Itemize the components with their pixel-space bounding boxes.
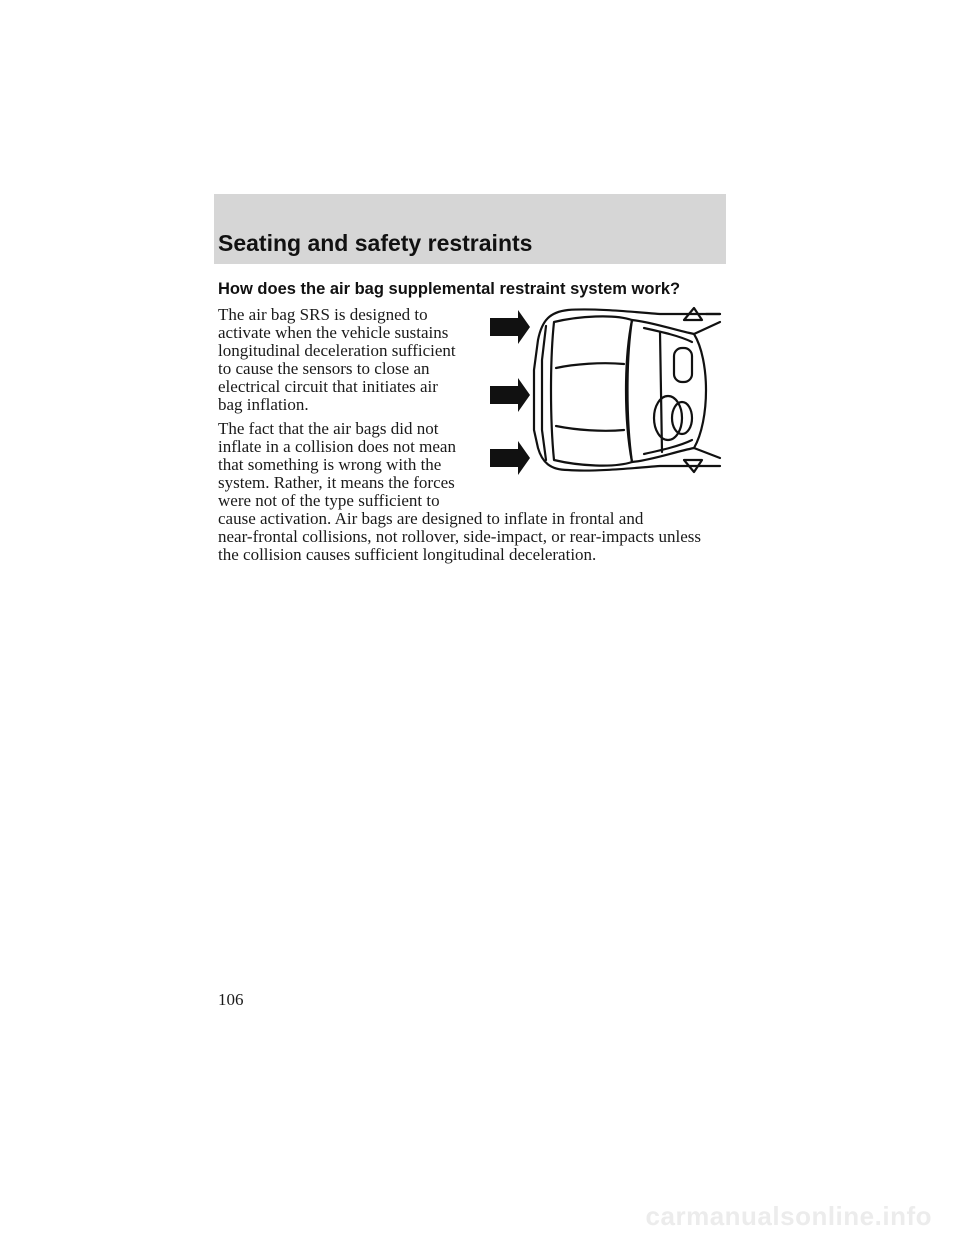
watermark: carmanualsonline.info xyxy=(645,1201,932,1231)
impact-arrow-icon xyxy=(490,378,530,412)
car-frontal-impact-illustration xyxy=(484,300,724,480)
car-icon xyxy=(484,300,724,480)
paragraph-line: near-frontal collisions, not rollover, side-impact, or rear-impacts unless xyxy=(218,527,701,546)
paragraph-line: the collision causes sufficient longitudinal deceleration. xyxy=(218,545,597,564)
section-title: Seating and safety restraints xyxy=(218,230,533,256)
paragraph-line: The air bag SRS is designed to xyxy=(218,305,428,324)
paragraph-line: electrical circuit that initiates air xyxy=(218,377,438,396)
paragraph-line: to cause the sensors to close an xyxy=(218,359,430,378)
question-heading: How does the air bag supplemental restraint system work? xyxy=(218,280,681,298)
impact-arrows-icon xyxy=(490,310,530,475)
paragraph-line: activate when the vehicle sustains xyxy=(218,323,449,342)
impact-arrow-icon xyxy=(490,310,530,344)
impact-arrow-icon xyxy=(490,441,530,475)
paragraph-line: inflate in a collision does not mean xyxy=(218,437,456,456)
paragraph-line: longitudinal deceleration sufficient xyxy=(218,341,456,360)
paragraph-line: were not of the type sufficient to xyxy=(218,491,440,510)
paragraph-line: system. Rather, it means the forces xyxy=(218,473,455,492)
paragraph-line: that something is wrong with the xyxy=(218,455,442,474)
page-number: 106 xyxy=(218,990,244,1009)
paragraph-line: bag inflation. xyxy=(218,395,309,414)
paragraph-line: The fact that the air bags did not xyxy=(218,419,439,438)
paragraph-line: cause activation. Air bags are designed to inflate in frontal and xyxy=(218,509,644,528)
